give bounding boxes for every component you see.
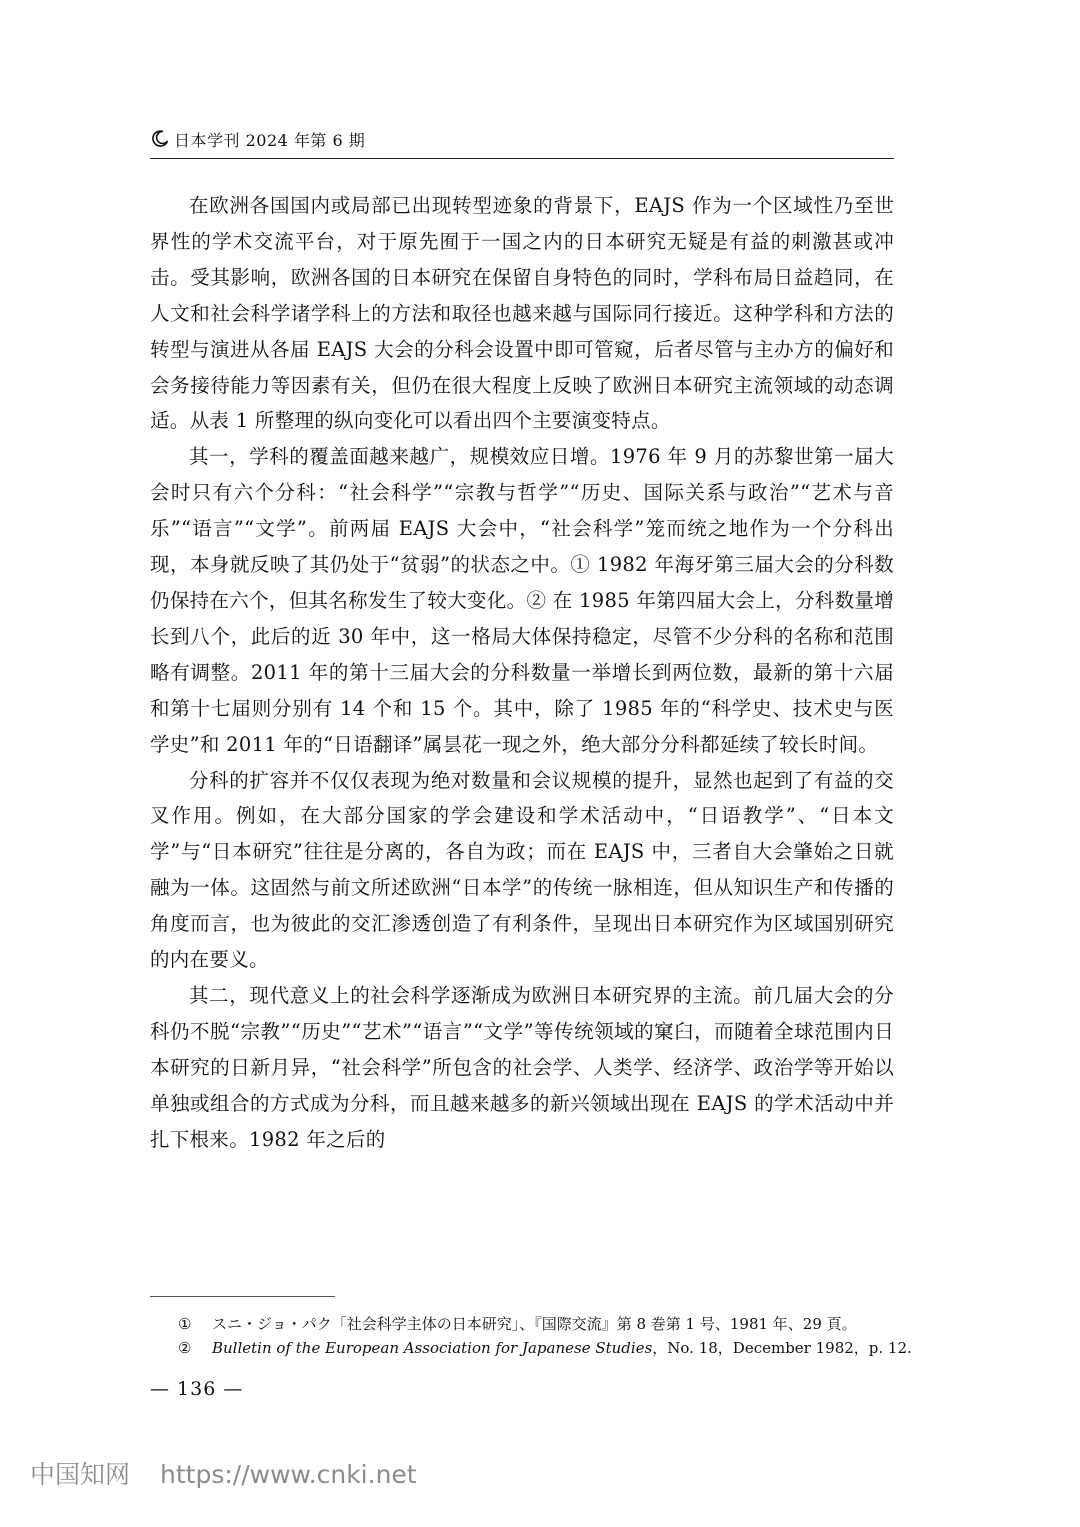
running-header [150,124,894,154]
footnote-item [178,1336,912,1360]
page-number: — 136 — [150,1378,244,1400]
journal-title: 日本学刊 2024 年第 6 期 [174,130,366,150]
crescent-logo-icon [150,129,170,149]
footnotes [178,1312,912,1360]
cnki-watermark [30,1455,417,1491]
watermark-url: https://www.cnki.net [160,1460,417,1489]
article-body [150,188,894,1157]
body-paragraph: 在欧洲各国国内或局部已出现转型迹象的背景下，EAJS 作为一个区域性乃至世界性的学术交流平台，对于原先囿于一国之内的日本研究无疑是有益的刺激甚或冲击。受其影响，欧洲各国的日本研究在保留自身特色的同时，学科布局日益趋同，在人文和社会科学诸学科上的方法和取径也越来越与国际同行接近。这种学科和方法的转型与演进从各届 EAJS 大会的分科会设置中即可管窥，后者尽管与主办方的偏好和会务接待能力等因素有关，但仍在很大程度上反映了欧洲日本研究主流领域的动态调适。从表 1 所整理的纵向变化可以看出四个主要演变特点。 [150,194,894,433]
body-paragraph: 其一，学科的覆盖面越来越广，规模效应日增。1976 年 9 月的苏黎世第一届大会时只有六个分科：“社会科学”“宗教与哲学”“历史、国际关系与政治”“艺术与音乐”“语言”“文学”。前两届 EAJS 大会中，“社会科学”笼而统之地作为一个分科出现，本身就反映了其仍处于“贫弱”的状态之中。① 1982 年海牙第三届大会的分科数仍保持在六个，但其名称发生了较大变化。② 在 1985 年第四届大会上，分科数量增长到八个，此后的近 30 年中，这一格局大体保持稳定，尽管不少分科的名称和范围略有调整。2011 年的第十三届大会的分科数量一举增长到两位数，最新的第十六届和第十七届则分别有 14 个和 15 个。其中，除了 1985 年的“科学史、技术史与医学史”和 2011 年的“日语翻译”属昙花一现之外，绝大部分分科都延续了较长时间。 [150,445,894,756]
body-paragraph: 分科的扩容并不仅仅表现为绝对数量和会议规模的提升，显然也起到了有益的交叉作用。例如，在大部分国家的学会建设和学术活动中，“日语教学”、“日本文学”与“日本研究”往往是分离的，各自为政；而在 EAJS 中，三者自大会肇始之日就融为一体。这固然与前文所述欧洲“日本学”的传统一脉相连，但从知识生产和传播的角度而言，也为彼此的交汇渗透创造了有利条件，呈现出日本研究作为区域国别研究的内在要义。 [150,768,894,972]
body-paragraph: 其二，现代意义上的社会科学逐渐成为欧洲日本研究界的主流。前几届大会的分科仍不脱“宗教”“历史”“艺术”“语言”“文学”等传统领域的窠臼，而随着全球范围内日本研究的日新月异，“社会科学”所包含的社会学、人类学、经济学、政治学等开始以单独或组合的方式成为分科，而且越来越多的新兴领域出现在 EAJS 的学术活动中并扎下根来。1982 年之后的 [150,983,894,1151]
footnote-text: ，No. 18，December 1982，p. 12. [652,1339,912,1357]
footnote-text: スニ・ジョ・パク「社会科学主体の日本研究」、『国際交流』第 8 巻第 1 号、1981 年、29 頁。 [212,1315,857,1333]
watermark-brand: 中国知网 [30,1460,131,1489]
footnote-mark: ① [178,1315,192,1333]
header-divider [150,158,894,159]
footnote-source-title: Bulletin of the European Association for Japanese Studies [212,1339,653,1357]
footnote-divider [150,1296,335,1297]
footnote-mark: ② [178,1339,192,1357]
footnote-item [178,1312,898,1336]
